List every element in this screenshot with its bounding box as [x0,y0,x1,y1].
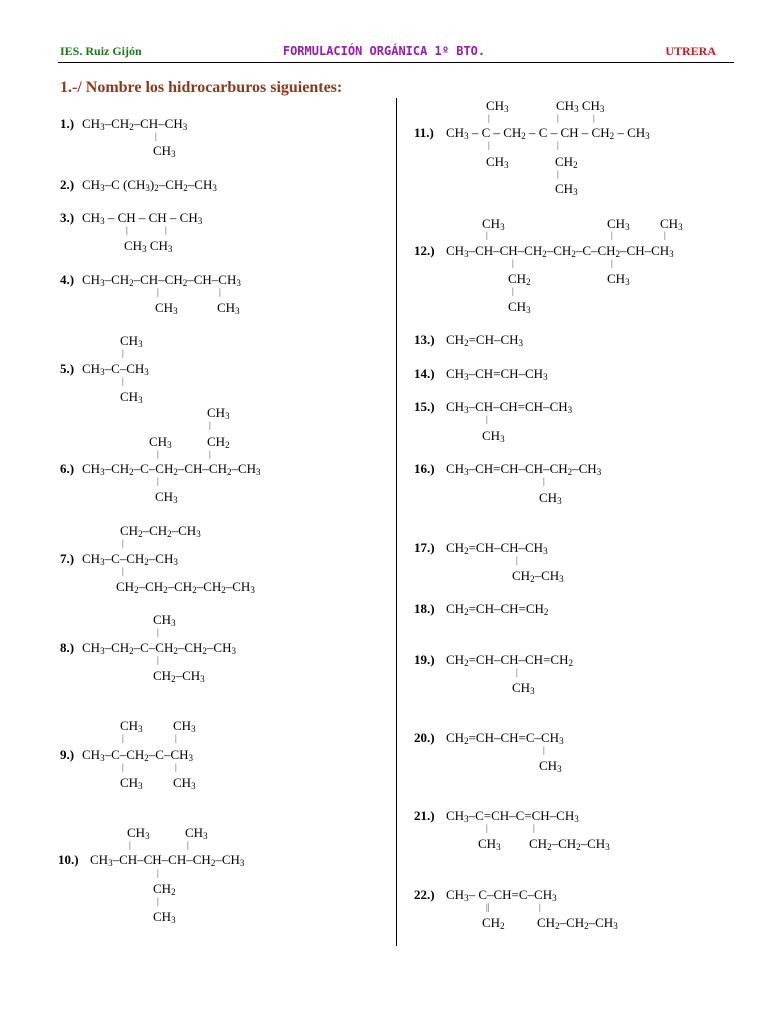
substituent: $CH_3$ [149,434,172,450]
bond-mark: | [219,287,221,297]
bond-mark: | [209,420,211,430]
bond-mark: | [175,733,177,743]
bond-mark: | [165,225,167,235]
compound-main-chain: $CH_2=CH-CH-CH_3$ [446,540,548,556]
compound-main-chain: $CH_3-CH-CH-CH_2-CH_2-C-CH_2-CH-CH_3$ [446,243,674,259]
bond-mark: | [129,840,131,850]
compound-main-chain: $CH_3-CH=CH-CH-CH_2-CH_3$ [446,461,602,477]
substituent: $CH_3$ $CH_3$ [556,98,605,114]
substituent: $CH_2-CH_2-CH_2-CH_2-CH_3$ [116,579,255,595]
bond-mark: | [557,140,559,150]
exercise-title: 1.-/ Nombre los hidrocarburos siguientes: [60,79,343,96]
substituent: $CH_3$ [607,216,630,232]
substituent: $CH_2-CH_2-CH_3$ [120,523,201,539]
bond-mark: | [486,414,488,424]
bond-mark: | [157,287,159,297]
bond-mark: | [126,225,128,235]
substituent: $CH_3$ [660,216,683,232]
compound-main-chain: $CH_3-C-CH_3$ [82,361,149,377]
compound-main-chain: $CH_3-CH-CH-CH-CH_2-CH_3$ [90,852,245,868]
bond-mark: | [512,258,514,268]
bond-mark: | [122,733,124,743]
substituent: $CH_3$ [120,718,143,734]
substituent: $CH_3$ [207,405,230,421]
bond-mark: | [539,902,541,912]
header-city: UTRERA [665,44,716,58]
substituent: $CH_3$ [153,143,176,159]
substituent: $CH_2-CH_2-CH_3$ [537,915,618,931]
bond-mark: | [611,258,613,268]
substituent: $CH_3$ [555,181,578,197]
compound-number: 8.) [60,640,75,655]
bond-mark: | [516,555,518,565]
bond-mark: | [543,476,545,486]
substituent: $CH_3$ [512,680,535,696]
compound-main-chain: $CH_3$ – C – $CH_2$ – C – CH – $CH_2 - CH_3$ [446,125,650,141]
compound-number: 14.) [414,366,435,381]
compound-number: 17.) [414,540,435,555]
compound-number: 18.) [414,601,435,616]
substituent: $CH_3$ [155,300,178,316]
compound-number: 4.) [60,272,75,287]
header-rule [58,62,734,63]
compound-number: 5.) [60,361,75,376]
bond-mark: | [157,627,159,637]
bond-mark: | [122,376,124,386]
bond-mark: | [122,762,124,772]
compound-number: 7.) [60,551,75,566]
substituent: $CH_3$ [173,718,196,734]
substituent: $CH_3$ [217,300,240,316]
compound-main-chain: $CH_3-CH-CH=CH-CH_3$ [446,399,573,415]
compound-number: 6.) [60,461,75,476]
substituent: $CH_3$ [508,299,531,315]
compound-main-chain: $CH_3-CH_2-C-CH_2-CH-CH_2-CH_3$ [82,461,261,477]
bond-mark: || [486,902,490,912]
compound-number: 11.) [414,125,434,140]
bond-mark: | [175,762,177,772]
substituent: $CH_3$ [486,98,509,114]
column-divider [396,98,397,946]
substituent: $CH_2$ [482,915,505,931]
compound-main-chain: $CH_3$ – CH – CH – $CH_3$ [82,210,203,226]
substituent: $CH_3$ $CH_3$ [124,238,173,254]
compound-main-chain: $CH_2=CH-CH-CH=CH_2$ [446,652,573,668]
header-school: IES. Ruiz Gijón [60,44,142,58]
substituent: $CH_3$ [185,825,208,841]
compound-main-chain: $CH_3-C-CH_2-C-CH_3$ [82,747,194,763]
compound-main-chain: $CH_3-CH=CH-CH_3$ [446,366,548,382]
bond-mark: | [122,566,124,576]
bond-mark: | [157,449,159,459]
bond-mark: | [155,131,157,141]
compound-number: 16.) [414,461,435,476]
substituent: $CH_3$ [607,271,630,287]
compound-main-chain: $CH_2=CH-CH=CH_2$ [446,601,549,617]
bond-mark: | [122,538,124,548]
bond-mark: | [512,286,514,296]
compound-main-chain: $CH_3-C$ $(CH_3)_2-CH_2-CH_3$ [82,177,217,193]
compound-number: 10.) [58,852,79,867]
bond-mark: | [209,449,211,459]
bond-mark: | [543,745,545,755]
compound-number: 19.) [414,652,435,667]
compound-number: 2.) [60,177,75,192]
compound-number: 3.) [60,210,75,225]
substituent: $CH_3$ [120,775,143,791]
substituent: $CH_2$ [207,434,230,450]
bond-mark: | [488,113,490,123]
compound-main-chain: $CH_2=CH-CH=C-CH_3$ [446,730,564,746]
compound-number: 21.) [414,808,435,823]
substituent: $CH_3$ [482,216,505,232]
compound-number: 20.) [414,730,435,745]
bond-mark: | [557,169,559,179]
bond-mark: | [516,667,518,677]
compound-main-chain: $CH_3-$ $C-CH=C-CH_3$ [446,887,557,903]
compound-main-chain: $CH_2=CH-CH_3$ [446,332,524,348]
substituent: $CH_2$ [153,881,176,897]
bond-mark: | [533,823,535,833]
bond-mark: | [157,655,159,665]
substituent: $CH_3$ [155,489,178,505]
bond-mark: | [611,230,613,240]
compound-main-chain: $CH_3-C=CH-C=CH-CH_3$ [446,808,579,824]
substituent: $CH_3$ [153,612,176,628]
substituent: $CH_3$ [486,154,509,170]
bond-mark: | [486,823,488,833]
header-course: FORMULACIÓN ORGÁNICA 1º BTO. [282,44,486,58]
substituent: $CH_3$ [478,836,501,852]
substituent: $CH_3$ [539,758,562,774]
compound-number: 15.) [414,399,435,414]
substituent: $CH_3$ [539,490,562,506]
substituent: $CH_3$ [153,909,176,925]
substituent: $CH_3$ [127,825,150,841]
compound-main-chain: $CH_3-CH_2-C-CH_2-CH_2-CH_3$ [82,640,236,656]
compound-main-chain: $CH_3-C-CH_2-CH_3$ [82,551,178,567]
bond-mark: | [664,230,666,240]
bond-mark: | [157,868,159,878]
bond-mark: | [122,348,124,358]
compound-number: 13.) [414,332,435,347]
substituent: $CH_3$ [120,389,143,405]
compound-number: 22.) [414,887,435,902]
substituent: $CH_2-CH_2-CH_3$ [529,836,610,852]
bond-mark: | [557,113,559,123]
substituent: $CH_3$ [173,775,196,791]
compound-main-chain: $CH_3-CH_2-CH-CH_2-CH-CH_3$ [82,272,241,288]
compound-number: 12.) [414,243,435,258]
substituent: $CH_2$ [555,154,578,170]
substituent: $CH_3$ [120,333,143,349]
bond-mark: | [157,896,159,906]
bond-mark: | [187,840,189,850]
bond-mark: | [593,113,595,123]
bond-mark: | [488,140,490,150]
substituent: $CH_2-CH_3$ [153,668,205,684]
compound-number: 9.) [60,747,75,762]
substituent: $CH_2-CH_3$ [512,568,564,584]
compound-main-chain: $CH_3-CH_2-CH-CH_3$ [82,116,188,132]
substituent: $CH_2$ [508,271,531,287]
compound-number: 1.) [60,116,75,131]
bond-mark: | [157,476,159,486]
substituent: $CH_3$ [482,428,505,444]
bond-mark: | [486,230,488,240]
